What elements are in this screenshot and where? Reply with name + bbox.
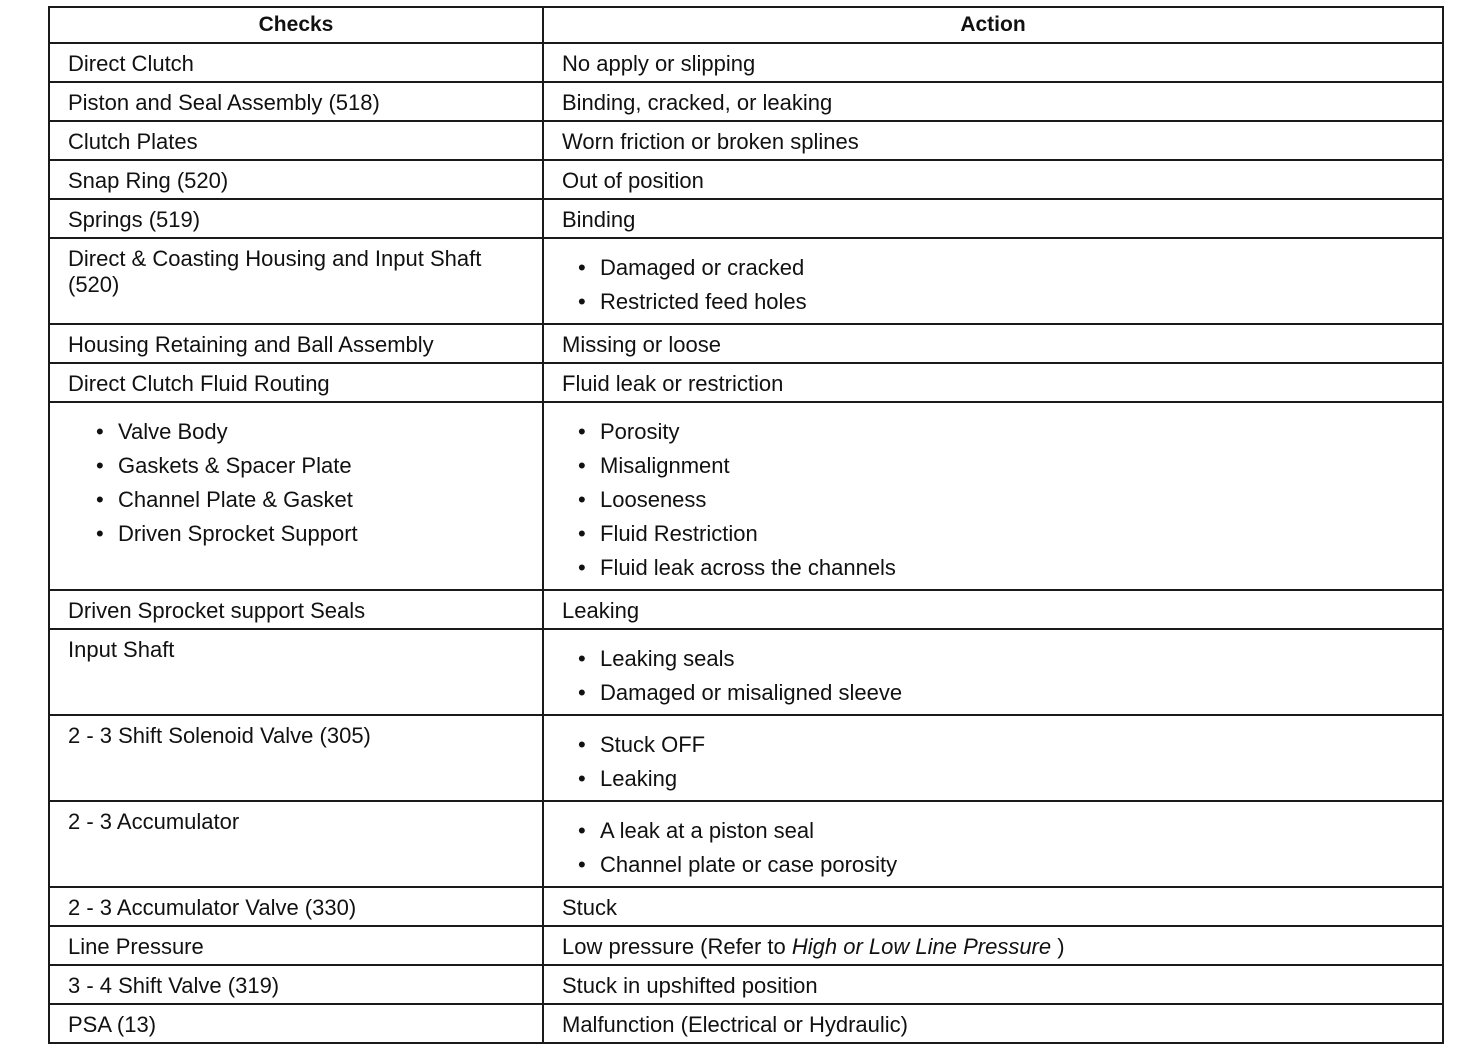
table-row [49,590,1443,629]
check-bullet-item: • Driven Sprocket Support [90,517,542,551]
check-cell: PSA (13) [49,1004,543,1043]
table-row [49,121,1443,160]
action-cell: Binding, cracked, or leaking [543,82,1443,121]
action-column-header: Action [543,7,1443,43]
table-row [49,238,1443,324]
table-row [49,801,1443,887]
check-cell: Housing Retaining and Ball Assembly [49,324,543,363]
action-bullet-item: • Stuck OFF [572,728,1442,762]
action-bullet-item: • Misalignment [572,449,1442,483]
table-row [49,199,1443,238]
action-bullet-list [572,728,1442,796]
action-cell: Stuck in upshifted position [543,965,1443,1004]
action-cell [543,715,1443,801]
action-cell: Fluid leak or restriction [543,363,1443,402]
diagnostic-checks-table [48,6,1444,1044]
action-bullet-list [572,415,1442,585]
check-cell: Direct & Coasting Housing and Input Shaft (520) [49,238,543,324]
action-cell [543,629,1443,715]
table-row [49,363,1443,402]
action-bullet-item: • Leaking seals [572,642,1442,676]
table-header-row [49,7,1443,43]
check-cell: Driven Sprocket support Seals [49,590,543,629]
check-cell [49,402,543,590]
table-row [49,82,1443,121]
action-bullet-list [572,814,1442,882]
action-cell: Missing or loose [543,324,1443,363]
action-cell: Malfunction (Electrical or Hydraulic) [543,1004,1443,1043]
check-cell: Input Shaft [49,629,543,715]
check-bullet-item: • Channel Plate & Gasket [90,483,542,517]
table-row [49,926,1443,965]
check-cell: Direct Clutch Fluid Routing [49,363,543,402]
action-cell: Worn friction or broken splines [543,121,1443,160]
action-bullet-item: • Leaking [572,762,1442,796]
action-cell: Out of position [543,160,1443,199]
action-cell: No apply or slipping [543,43,1443,82]
action-bullet-item: • Damaged or cracked [572,251,1442,285]
check-cell: Springs (519) [49,199,543,238]
check-cell: 2 - 3 Accumulator [49,801,543,887]
action-cell: Stuck [543,887,1443,926]
check-cell: 3 - 4 Shift Valve (319) [49,965,543,1004]
action-cell [543,238,1443,324]
action-bullet-item: • Restricted feed holes [572,285,1442,319]
check-cell: Line Pressure [49,926,543,965]
checks-column-header: Checks [49,7,543,43]
action-bullet-item: • Damaged or misaligned sleeve [572,676,1442,710]
action-text-suffix: ) [1051,934,1065,959]
action-bullet-item: • Channel plate or case porosity [572,848,1442,882]
action-cell [543,801,1443,887]
check-cell: Snap Ring (520) [49,160,543,199]
check-bullet-list [90,415,542,551]
table-row [49,324,1443,363]
table-row [49,965,1443,1004]
check-bullet-item: • Gaskets & Spacer Plate [90,449,542,483]
table-row [49,43,1443,82]
table-row [49,887,1443,926]
action-cell [543,402,1443,590]
table-row [49,402,1443,590]
action-bullet-item: • A leak at a piston seal [572,814,1442,848]
table-row [49,715,1443,801]
action-bullet-list [572,642,1442,710]
action-bullet-item: • Porosity [572,415,1442,449]
action-bullet-item: • Fluid leak across the channels [572,551,1442,585]
check-cell: Direct Clutch [49,43,543,82]
cross-reference-link[interactable]: High or Low Line Pressure [791,934,1052,959]
table-row [49,1004,1443,1043]
check-cell: 2 - 3 Accumulator Valve (330) [49,887,543,926]
action-cell [543,926,1443,965]
check-cell: Piston and Seal Assembly (518) [49,82,543,121]
table-row [49,629,1443,715]
action-cell: Leaking [543,590,1443,629]
action-cell: Binding [543,199,1443,238]
action-text-prefix: Low pressure (Refer to [562,934,792,959]
check-bullet-item: • Valve Body [90,415,542,449]
action-bullet-item: • Looseness [572,483,1442,517]
check-cell: 2 - 3 Shift Solenoid Valve (305) [49,715,543,801]
check-cell: Clutch Plates [49,121,543,160]
action-bullet-list [572,251,1442,319]
action-bullet-item: • Fluid Restriction [572,517,1442,551]
table-row [49,160,1443,199]
